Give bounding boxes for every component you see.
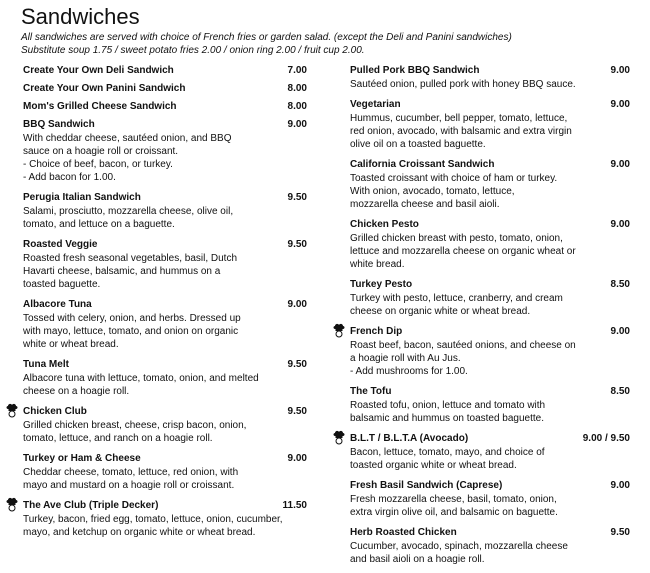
- menu-item-price: 9.00: [610, 219, 630, 230]
- description-line: with mayo, lettuce, tomato, and onion on organic: [23, 326, 239, 337]
- menu-item-description: [350, 339, 636, 378]
- description-line: Hummus, cucumber, bell pepper, tomato, lettuce,: [350, 113, 568, 124]
- menu-item: [350, 98, 636, 151]
- right-menu-column: [350, 64, 636, 573]
- menu-item: [23, 452, 313, 492]
- description-line: Turkey with pesto, lettuce, cranberry, and cream: [350, 293, 563, 304]
- description-line: white or wheat bread.: [23, 339, 119, 350]
- description-line: Grilled chicken breast with pesto, tomato, onion,: [350, 233, 563, 244]
- description-line: Tossed with celery, onion, and herbs. Dressed up: [23, 313, 241, 324]
- menu-item-description: [350, 446, 636, 472]
- menu-item: [350, 218, 636, 271]
- description-line: Cucumber, avocado, spinach, mozzarella cheese: [350, 541, 568, 552]
- description-line: and basil aioli on a hoagie roll.: [350, 554, 485, 565]
- description-line: - Add bacon for 1.00.: [23, 172, 116, 183]
- menu-item-name: BBQ Sandwich: [23, 119, 95, 130]
- menu-item-description: [350, 292, 636, 318]
- description-line: lettuce and mozzarella cheese on organic wheat or: [350, 246, 576, 257]
- menu-item-description: [350, 112, 636, 151]
- menu-item-description: [23, 513, 313, 539]
- intro-notes: [21, 31, 512, 57]
- description-line: a hoagie roll with Au Jus.: [350, 353, 461, 364]
- menu-item-description: [350, 232, 636, 271]
- description-line: toasted baguette.: [23, 279, 101, 290]
- menu-item: [350, 385, 636, 425]
- menu-item-name: The Ave Club (Triple Decker): [23, 500, 159, 511]
- description-line: Albacore tuna with lettuce, tomato, onion, and melted: [23, 373, 259, 384]
- chef-badge-icon: [331, 322, 347, 338]
- chef-badge-icon: [4, 496, 20, 512]
- description-line: Roasted tofu, onion, lettuce and tomato with: [350, 400, 546, 411]
- intro-line: All sandwiches are served with choice of French fries or garden salad. (except the Deli and Panini sandwiches): [21, 32, 512, 43]
- menu-item: [350, 278, 636, 318]
- description-line: mozzarella cheese and basil aioli.: [350, 199, 500, 210]
- menu-item-price: 9.50: [287, 406, 307, 417]
- menu-item-name: B.L.T / B.L.T.A (Avocado): [350, 433, 469, 444]
- menu-item-name: California Croissant Sandwich: [350, 159, 495, 170]
- description-line: olive oil on a toasted baguette.: [350, 139, 486, 150]
- description-line: With cheddar cheese, sautéed onion, and BBQ: [23, 133, 232, 144]
- page-title: Sandwiches: [21, 4, 140, 29]
- menu-item-description: [350, 172, 636, 211]
- menu-item-description: [23, 312, 313, 351]
- description-line: mayo and mustard on a hoagie roll or croissant.: [23, 480, 235, 491]
- menu-item: [23, 100, 313, 113]
- menu-item: [350, 479, 636, 519]
- menu-item-name: Herb Roasted Chicken: [350, 527, 457, 538]
- menu-item: [23, 118, 313, 184]
- menu-item: [23, 238, 313, 291]
- menu-item-description: [350, 78, 636, 91]
- menu-item-name: French Dip: [350, 326, 403, 337]
- description-line: Turkey, bacon, fried egg, tomato, lettuce, onion, cucumber,: [23, 514, 283, 525]
- description-line: balsamic and hummus on toasted baguette.: [350, 413, 545, 424]
- menu-item-description: [23, 205, 313, 231]
- description-line: extra virgin olive oil, and balsamic on baguette.: [350, 507, 558, 518]
- menu-item-price: 7.00: [287, 65, 307, 76]
- description-line: sauce on a hoagie roll or croissant.: [23, 146, 179, 157]
- menu-item-description: [23, 132, 313, 184]
- description-line: cheese on organic white or wheat bread.: [350, 306, 531, 317]
- left-menu-column: [23, 64, 313, 546]
- menu-item-price: 9.00 / 9.50: [582, 433, 630, 444]
- menu-item: [350, 64, 636, 91]
- menu-item-name: Create Your Own Deli Sandwich: [23, 65, 174, 76]
- menu-item: [23, 499, 313, 539]
- menu-item: [350, 325, 636, 378]
- menu-item: [23, 358, 313, 398]
- menu-item-name: Create Your Own Panini Sandwich: [23, 83, 186, 94]
- description-line: tomato, lettuce, and ranch on a hoagie roll.: [23, 433, 213, 444]
- menu-item-description: [23, 252, 313, 291]
- menu-item-price: 11.50: [282, 500, 307, 511]
- menu-item-price: 9.00: [287, 453, 307, 464]
- description-line: toasted organic white or wheat bread.: [350, 460, 517, 471]
- menu-item-price: 9.00: [610, 326, 630, 337]
- menu-item-price: 9.00: [610, 159, 630, 170]
- description-line: Roasted fresh seasonal vegetables, basil, Dutch: [23, 253, 238, 264]
- menu-item-description: [23, 466, 313, 492]
- menu-item-price: 8.50: [610, 386, 630, 397]
- menu-item: [350, 432, 636, 472]
- menu-item: [350, 526, 636, 566]
- chef-badge-icon: [331, 429, 347, 445]
- description-line: Sautéed onion, pulled pork with honey BBQ sauce.: [350, 79, 576, 90]
- menu-item-price: 9.00: [610, 99, 630, 110]
- description-line: Fresh mozzarella cheese, basil, tomato, onion,: [350, 494, 557, 505]
- menu-item-description: [350, 399, 636, 425]
- menu-item-price: 9.50: [287, 192, 307, 203]
- menu-item-name: The Tofu: [350, 386, 392, 397]
- menu-item-name: Pulled Pork BBQ Sandwich: [350, 65, 480, 76]
- menu-item: [23, 82, 313, 95]
- menu-item-name: Roasted Veggie: [23, 239, 98, 250]
- description-line: Havarti cheese, balsamic, and hummus on a: [23, 266, 221, 277]
- menu-item-price: 9.00: [287, 119, 307, 130]
- chef-badge-icon: [4, 402, 20, 418]
- menu-item-description: [23, 419, 313, 445]
- menu-item-name: Turkey Pesto: [350, 279, 413, 290]
- menu-item-price: 9.00: [610, 480, 630, 491]
- description-line: - Choice of beef, bacon, or turkey.: [23, 159, 173, 170]
- menu-item-price: 9.50: [610, 527, 630, 538]
- menu-item-price: 9.50: [287, 359, 307, 370]
- description-line: Bacon, lettuce, tomato, mayo, and choice of: [350, 447, 545, 458]
- menu-item-name: Fresh Basil Sandwich (Caprese): [350, 480, 503, 491]
- menu-item-name: Mom's Grilled Cheese Sandwich: [23, 101, 177, 112]
- menu-item-name: Turkey or Ham & Cheese: [23, 453, 141, 464]
- menu-item-name: Chicken Club: [23, 406, 87, 417]
- description-line: Roast beef, bacon, sautéed onions, and cheese on: [350, 340, 576, 351]
- menu-item-name: Vegetarian: [350, 99, 401, 110]
- menu-item-price: 9.00: [287, 299, 307, 310]
- menu-item-price: 9.50: [287, 239, 307, 250]
- menu-item-description: [23, 372, 313, 398]
- menu-item-name: Chicken Pesto: [350, 219, 419, 230]
- menu-item: [23, 298, 313, 351]
- menu-item-name: Tuna Melt: [23, 359, 69, 370]
- menu-item-price: 8.00: [287, 101, 307, 112]
- description-line: tomato, and lettuce on a baguette.: [23, 219, 175, 230]
- intro-line: Substitute soup 1.75 / sweet potato fries 2.00 / onion ring 2.00 / fruit cup 2.00.: [21, 45, 365, 56]
- description-line: Toasted croissant with choice of ham or turkey.: [350, 173, 558, 184]
- description-line: red onion, avocado, with balsamic and extra virgin: [350, 126, 572, 137]
- description-line: mayo, and ketchup on organic white or wheat bread.: [23, 527, 256, 538]
- menu-item-name: Albacore Tuna: [23, 299, 92, 310]
- menu-item: [23, 191, 313, 231]
- menu-item: [350, 158, 636, 211]
- description-line: white bread.: [350, 259, 405, 270]
- description-line: Salami, prosciutto, mozzarella cheese, olive oil,: [23, 206, 234, 217]
- description-line: Grilled chicken breast, cheese, crisp bacon, onion,: [23, 420, 247, 431]
- menu-item-price: 8.00: [287, 83, 307, 94]
- description-line: cheese on a hoagie roll.: [23, 386, 130, 397]
- menu-item-description: [350, 540, 636, 566]
- description-line: Cheddar cheese, tomato, lettuce, red onion, with: [23, 467, 239, 478]
- menu-item-description: [350, 493, 636, 519]
- menu-item: [23, 64, 313, 77]
- description-line: - Add mushrooms for 1.00.: [350, 366, 468, 377]
- description-line: With onion, avocado, tomato, lettuce,: [350, 186, 515, 197]
- menu-item: [23, 405, 313, 445]
- menu-item-name: Perugia Italian Sandwich: [23, 192, 141, 203]
- menu-item-price: 8.50: [610, 279, 630, 290]
- menu-item-price: 9.00: [610, 65, 630, 76]
